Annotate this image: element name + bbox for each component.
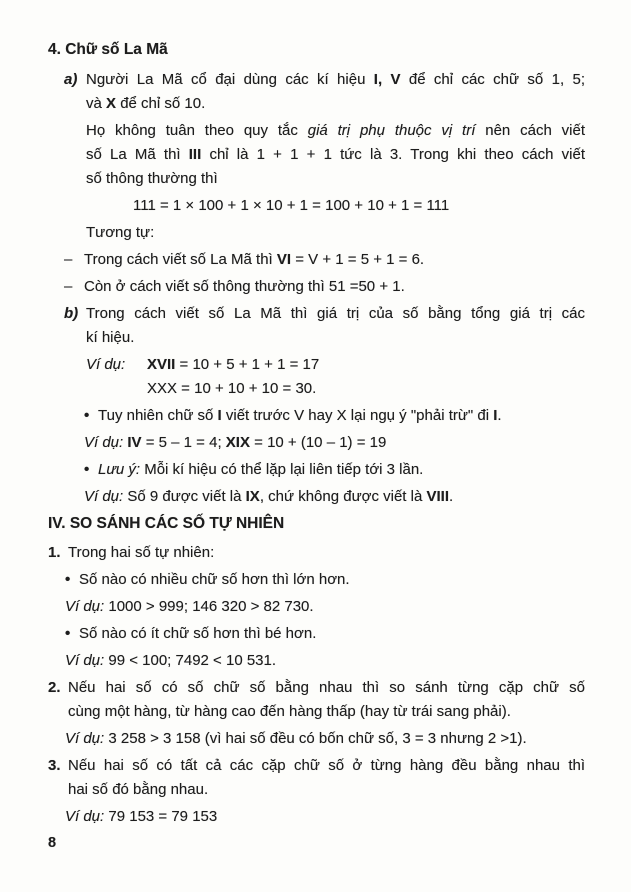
- text-segment: = 10 + 5 + 1 + 1 = 17: [175, 356, 320, 373]
- example-label: Ví dụ:: [65, 730, 105, 747]
- roman-numeral: I: [217, 407, 222, 424]
- item-body: [86, 302, 585, 350]
- text-segment: viết trước V hay X lại ngụ ý "phải trừ" đi: [221, 407, 494, 424]
- roman-numeral: I, V: [373, 71, 401, 88]
- text-segment: .: [449, 488, 454, 505]
- text-segment: 99 < 100; 7492 < 10 531.: [104, 652, 277, 669]
- item-body: [86, 68, 585, 116]
- section-iv-heading: IV. SO SÁNH CÁC SỐ TỰ NHIÊN: [48, 515, 285, 532]
- text-segment: 3 258 > 3 158 (vì hai số đều có bốn chữ số, 3 = 3 nhưng 2 >1).: [104, 730, 527, 747]
- text-segment: Người La Mã cổ đại dùng các kí hiệu: [86, 71, 374, 88]
- text-line: kí hiệu.: [86, 329, 135, 346]
- text-line: hai số đó bằng nhau.: [68, 781, 209, 798]
- text-segment: = 5 – 1 = 4;: [141, 434, 226, 451]
- bullet-more-digits: [65, 568, 585, 592]
- text-segment: Mỗi kí hiệu có thể lặp lại liên tiếp tới 3 lần.: [140, 461, 424, 478]
- example-label: Ví dụ:: [84, 488, 128, 505]
- text-line: [86, 143, 585, 167]
- roman-numeral: VI: [276, 251, 292, 268]
- item-marker: 1.: [48, 544, 61, 561]
- section-4-heading: 4. Chữ số La Mã: [48, 41, 168, 58]
- bullet-marker: •: [65, 571, 71, 588]
- equation-line: [147, 353, 585, 377]
- equation-line: [147, 377, 585, 401]
- roman-numeral: IV: [127, 434, 142, 451]
- example-fewer-digits: [65, 649, 585, 673]
- item-marker: b): [64, 305, 79, 322]
- emphasized-term: giá trị phụ thuộc vị trí: [307, 122, 476, 139]
- roman-numeral: X: [106, 95, 117, 112]
- bullet-body: Số nào có nhiều chữ số hơn thì lớn hơn.: [79, 571, 350, 588]
- item-body: Còn ở cách viết số thông thường thì 51 =50 + 1.: [84, 278, 405, 295]
- item-body: [68, 754, 585, 802]
- equation-line: 111 = 1 × 100 + 1 × 10 + 1 = 100 + 10 + 1 = 111: [133, 197, 450, 214]
- text-line: [86, 68, 585, 92]
- bullet-fewer-digits: [65, 622, 585, 646]
- example-number-nine: [84, 485, 585, 509]
- bullet-subtraction-rule: [84, 404, 585, 428]
- roman-numeral: VIII: [426, 488, 449, 505]
- roman-numeral: XIX: [225, 434, 250, 451]
- dash-item-decimal-51: [64, 275, 585, 299]
- bullet-body: [98, 404, 585, 428]
- text-segment: để chỉ số 10.: [116, 95, 206, 112]
- text-segment: để chỉ các chữ số 1, 5;: [400, 71, 586, 88]
- roman-numeral: XXX: [147, 380, 178, 397]
- bullet-marker: •: [65, 625, 71, 642]
- text-line: Nếu hai số có số chữ số bằng nhau thì so sánh từng cặp chữ số: [68, 679, 585, 696]
- example-equal-numbers: [65, 805, 585, 829]
- example-label: Ví dụ:: [86, 356, 126, 373]
- note-label: Lưu ý:: [98, 461, 141, 478]
- text-segment: .: [497, 407, 502, 424]
- text-line: Nếu hai số có tất cả các cặp chữ số ở từng hàng đều bằng nhau thì: [68, 757, 585, 774]
- roman-numeral: XVII: [147, 356, 176, 373]
- text-segment: Họ không tuân theo quy tắc: [86, 122, 308, 139]
- text-segment: và: [86, 95, 107, 112]
- example-label: Ví dụ:: [84, 434, 128, 451]
- text-segment: chỉ là 1 + 1 + 1 tức là 3. Trong khi theo cách viết: [201, 146, 585, 163]
- example-roman-addition: [86, 353, 585, 401]
- roman-numeral: III: [188, 146, 202, 163]
- text-segment: = 10 + (10 – 1) = 19: [249, 434, 387, 451]
- page-number: 8: [48, 835, 57, 851]
- bullet-body: Số nào có ít chữ số hơn thì bé hơn.: [79, 625, 317, 642]
- text-segment: 79 153 = 79 153: [104, 808, 218, 825]
- text-line: Trong cách viết số La Mã thì giá trị của số bằng tổng giá trị các: [86, 305, 585, 322]
- text-segment: = 10 + 10 + 10 = 30.: [177, 380, 317, 397]
- text-line: [86, 119, 585, 143]
- bullet-marker: •: [84, 407, 90, 424]
- item-marker: 2.: [48, 679, 61, 696]
- text-segment: Số 9 được viết là: [127, 488, 246, 505]
- dash-item-roman-vi: [64, 248, 585, 272]
- text-segment: nên cách viết: [475, 122, 585, 139]
- numbered-item-3: [48, 754, 585, 802]
- text-line: cùng một hàng, từ hàng cao đến hàng thấp (hay từ trái sang phải).: [68, 703, 511, 720]
- example-label: Ví dụ:: [65, 808, 105, 825]
- item-body: [84, 248, 585, 272]
- bullet-body: [98, 458, 585, 482]
- dash-marker: –: [64, 278, 73, 295]
- item-body: [68, 676, 585, 724]
- paragraph-position-rule: [86, 119, 585, 191]
- example-equal-digit-count: [65, 727, 585, 751]
- example-label: Ví dụ:: [65, 652, 105, 669]
- text-line: số thông thường thì: [86, 170, 218, 187]
- item-marker: 3.: [48, 757, 61, 774]
- text-segment: 1000 > 999; 146 320 > 82 730.: [104, 598, 314, 615]
- example-subtraction: [84, 431, 585, 455]
- roman-numeral: I: [493, 407, 498, 424]
- numbered-item-2: [48, 676, 585, 724]
- text-segment: Trong cách viết số La Mã thì: [84, 251, 277, 268]
- item-body: Trong hai số tự nhiên:: [68, 544, 215, 561]
- similarly-label: Tương tự:: [86, 224, 155, 241]
- text-line: [86, 92, 585, 116]
- roman-numeral: IX: [245, 488, 260, 505]
- text-segment: = V + 1 = 5 + 1 = 6.: [291, 251, 425, 268]
- example-label: Ví dụ:: [65, 598, 105, 615]
- example-body: [147, 353, 585, 401]
- dash-marker: –: [64, 251, 73, 268]
- list-item-b: [64, 302, 585, 350]
- example-more-digits: [65, 595, 585, 619]
- text-segment: , chứ không được viết là: [259, 488, 427, 505]
- text-segment: Tuy nhiên chữ số: [98, 407, 218, 424]
- list-item-a: [64, 68, 585, 116]
- bullet-repeat-note: [84, 458, 585, 482]
- bullet-marker: •: [84, 461, 90, 478]
- numbered-item-1: [48, 541, 585, 565]
- text-segment: số La Mã thì: [86, 146, 189, 163]
- item-marker: a): [64, 71, 78, 88]
